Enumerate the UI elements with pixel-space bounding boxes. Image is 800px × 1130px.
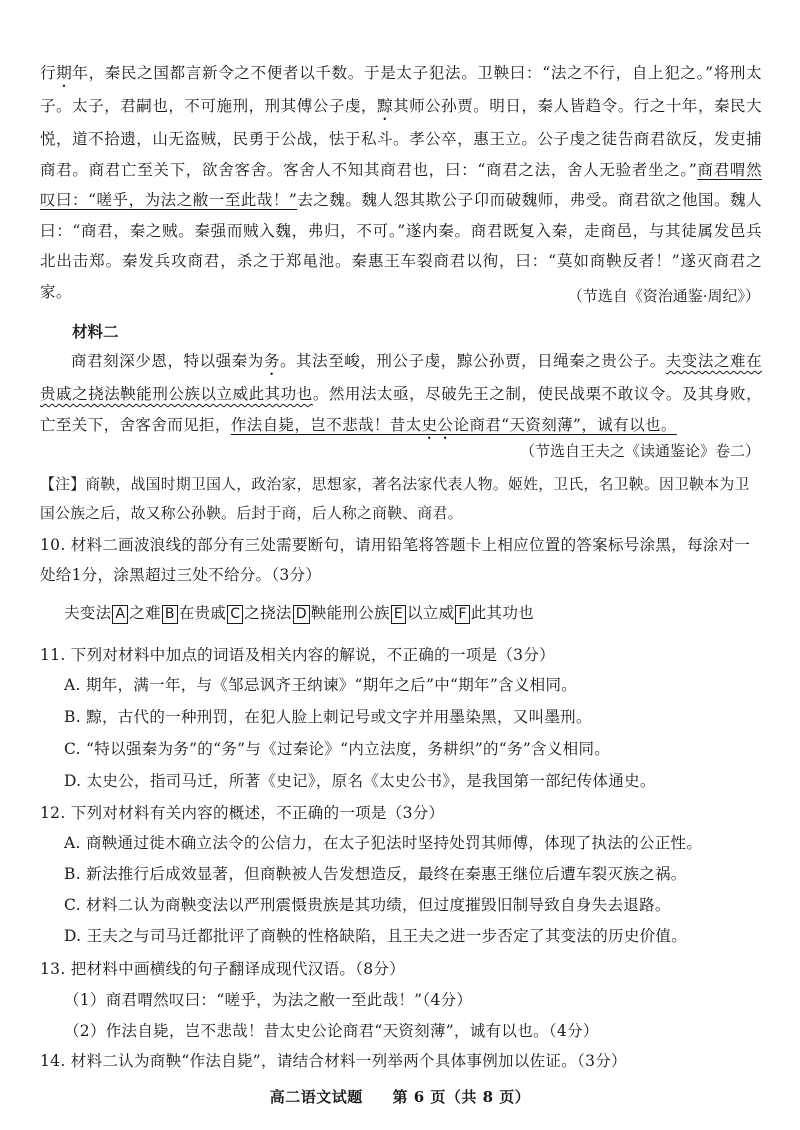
question-12-option-b: B. 新法推行后成效显著，但商鞅被人告发想造反，最终在秦惠王继位后遭车裂灭族之祸。: [64, 865, 687, 883]
question-12-option-c: C. 材料二认为商鞅变法以严刑震慑贵族是其功绩，但过度摧毁旧制导致自身失去退路。: [64, 896, 671, 914]
question-11-stem: 11. 下列对材料中加点的词语及相关内容的解说，不正确的一项是（3分）: [40, 646, 555, 664]
question-11-option-a: A. 期年，满一年，与《邹忌讽齐王纳谏》“期年之后”中“期年”含义相同。: [64, 676, 578, 694]
dotted-word-taishigong: 史公: [421, 415, 454, 434]
material1-text-d: 去之魏。魏人怨其欺公子卬而破魏师，弗受。商君欲之他国。魏人曰：“商君，秦之贼。秦强而贼入魏，弗归，不可。”遂内秦。商君既复入秦，走商邑，与其徒属发邑兵北出击郑。秦发兵攻商君，杀之于郑黾池。秦惠王车裂商君以徇，曰：“莫如商鞅反者！”遂灭商君之家。: [40, 191, 763, 301]
segment-2: 在贵戚: [178, 604, 227, 622]
label-box-b[interactable]: B: [162, 605, 178, 624]
dotted-word-wu: 务: [263, 352, 280, 370]
question-10-segments: [64, 598, 764, 628]
question-11-option-b: B. 黥，古代的一种刑罚，在犯人脸上刺记号或文字并用墨染黑，又叫墨刑。: [64, 708, 592, 726]
footer-subject: 高二语文试题: [269, 1088, 363, 1106]
question-13-item-1: （1）商君喟然叹曰：“嗟乎，为法之敝一至此哉！”（4分）: [64, 991, 473, 1009]
footer-page-number: 第 6 页（共 8 页）: [392, 1088, 531, 1106]
material1-text-b: 年，秦民之国都言新令之不便者以千数。于是太子犯法。卫鞅曰：“法之不行，自上犯之。”将刑太子。太子，君嗣也，不可施刑，刑其傅公子虔，: [40, 64, 762, 115]
dotted-word-qing: 黥: [377, 97, 394, 115]
question-10-stem: 10. 材料二画波浪线的部分有三处需要断句，请用铅笔将答题卡上相应位置的答案标号涂黑，每涂对一处给1分，涂黑超过三处不给分。（3分）: [40, 536, 751, 584]
segment-4: 鞅能刑公族: [310, 604, 390, 622]
segment-5: 以立威: [406, 604, 455, 622]
label-box-e[interactable]: E: [391, 605, 406, 624]
material2-text-a: 商君刻深少恩，特以强秦为: [71, 352, 264, 370]
label-box-c[interactable]: C: [227, 605, 243, 624]
material2-source: （节选自王夫之《读通鉴论》卷二）: [519, 442, 760, 460]
underlined-sentence-1: 商君喟然叹曰：“嗟乎，为法之敝一至此哉！”: [40, 160, 762, 209]
question-12-option-a: A. 商鞅通过徙木确立法令的公信力，在太子犯法时坚持处罚其师傅，体现了执法的公正性。: [64, 834, 703, 852]
segment-6: 此其功也: [470, 604, 534, 622]
material1-paragraph: [40, 58, 762, 307]
segment-1: 之难: [129, 604, 161, 622]
material2-text-b: 。其法至峻，刑公子虔，黥公孙贾，日绳秦之贵公子。: [279, 352, 666, 370]
label-box-a[interactable]: A: [112, 605, 128, 624]
question-12-stem: 12. 下列对材料有关内容的概述，不正确的一项是（3分）: [40, 804, 445, 822]
material1-source: （节选自《资治通鉴·周纪》）: [567, 287, 760, 305]
question-12-option-d: D. 王夫之与司马迁都批评了商鞅的性格缺陷，且王夫之进一步否定了其变法的历史价值。: [64, 927, 688, 945]
question-11-option-c: C. “特以强秦为务”的“务”与《过秦论》“内立法度，务耕织”的“务”含义相同。: [64, 740, 611, 758]
question-13-item-2: （2）作法自毙，岂不悲哉！昔太史公论商君“天资刻薄”，诚有以也。（4分）: [64, 1022, 599, 1040]
label-box-f[interactable]: F: [455, 605, 469, 624]
material2-paragraph: [40, 346, 762, 443]
material2-text-c: 。然用法太亟，尽破先王之制，使民战栗不敢议令。及其身败，亡至关下，舍客舍而见拒，: [40, 385, 762, 434]
question-13-stem: 13. 把材料中画横线的句子翻译成现代汉语。（8分）: [40, 960, 405, 978]
material2-heading: 材料二: [72, 322, 119, 341]
annotation-note: 【注】商鞅，战国时期卫国人，政治家，思想家，著名法家代表人物。姬姓，卫氏，名卫鞅。因卫鞅本为卫国公族之后，故又称公孙鞅。后封于商，后人称之商鞅、商君。: [40, 476, 750, 522]
question-14-stem: 14. 材料二认为商鞅“作法自毙”，请结合材料一列举两个具体事例加以佐证。（3分）: [40, 1052, 627, 1070]
segment-3: 之挠法: [244, 604, 292, 622]
material1-text-a: 行: [40, 64, 57, 82]
segment-0: 夫变法: [64, 604, 112, 622]
material1-text-c: 其师公孙贾。明日，秦人皆趋令。行之十年，秦民大悦，道不拾遗，山无盗贼，民勇于公战，怯于私斗。孝公卒，惠王立。公子虔之徒告商君欲反，发吏捕商君。商君亡至关下，欲舍客舍。客舍人不知其商君也，曰：“商君之法，舍人无验者坐之。”: [40, 97, 763, 179]
wavy-underlined-passage: 夫变法之难在贵戚之挠法鞅能刑公族以立威此其功也: [40, 352, 762, 403]
page-footer: [0, 1086, 800, 1107]
underlined-sentence-2a: 作法自毙，岂不悲哉！昔太: [230, 415, 422, 434]
question-11-option-d: D. 太史公，指司马迁，所著《史记》，原名《太史公书》，是我国第一部纪传体通史。: [64, 772, 656, 790]
dotted-word-qi: 期: [56, 64, 73, 82]
label-box-d[interactable]: D: [293, 605, 310, 624]
underlined-sentence-2b: 论商君“天资刻薄”，诚有以也。: [453, 415, 677, 434]
